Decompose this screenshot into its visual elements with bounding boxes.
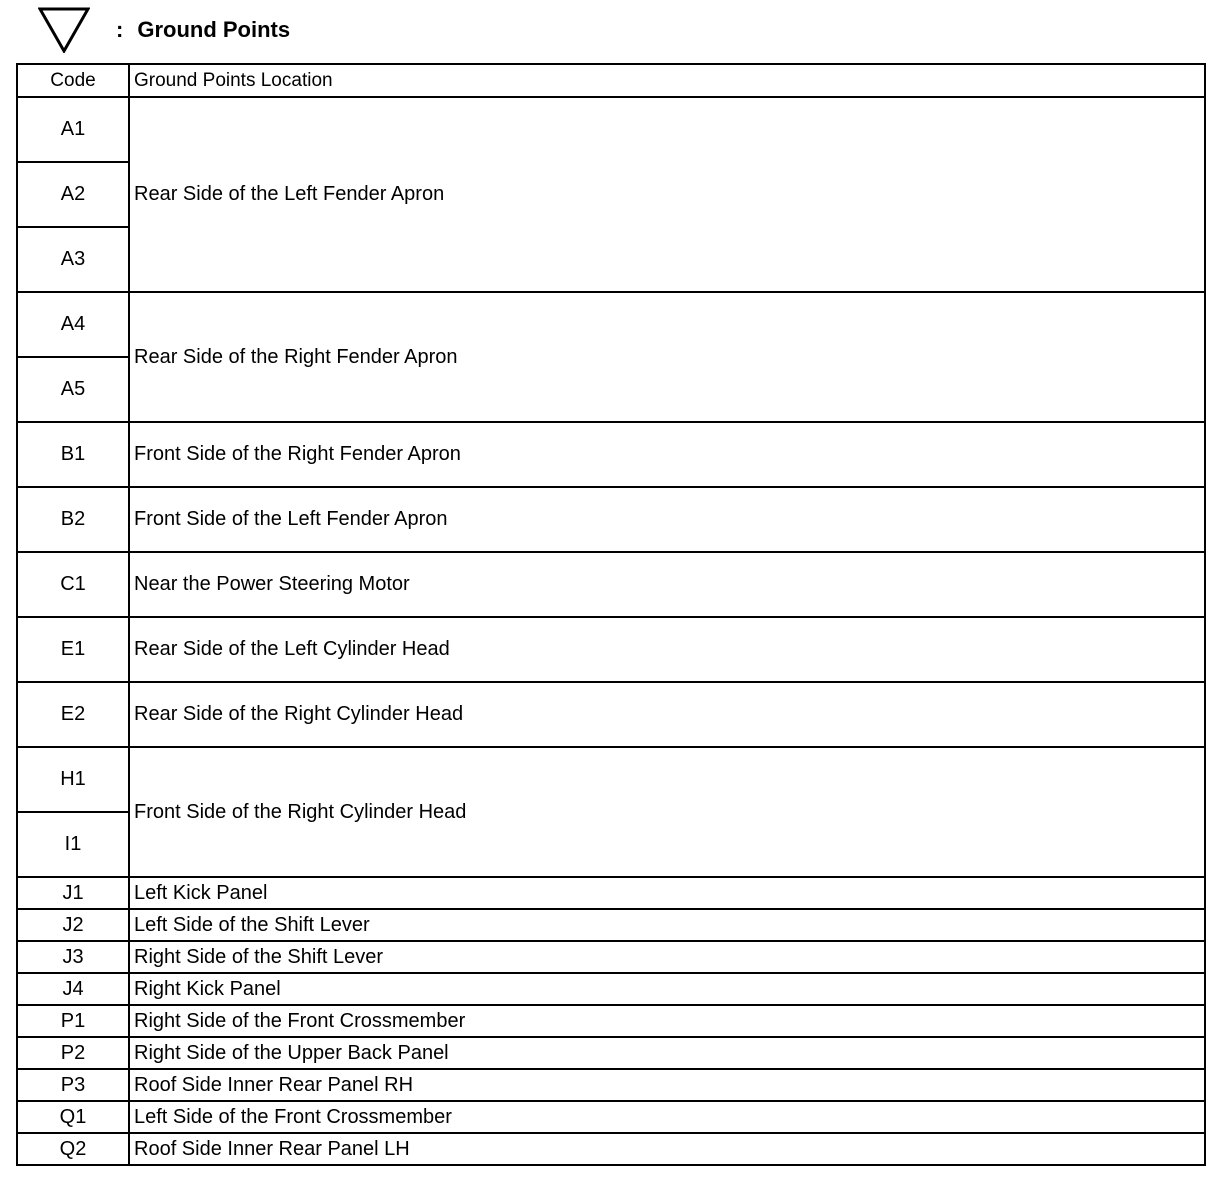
table-row [17, 97, 1205, 162]
location-cell: Front Side of the Right Cylinder Head [129, 747, 1205, 877]
location-cell: Roof Side Inner Rear Panel LH [129, 1133, 1205, 1165]
location-cell: Rear Side of the Right Fender Apron [129, 292, 1205, 422]
code-cell: H1 [17, 747, 129, 812]
code-cell: J1 [17, 877, 129, 909]
table-row [17, 292, 1205, 357]
code-cell: C1 [17, 552, 129, 617]
ground-triangle-icon [38, 7, 90, 53]
code-cell: E2 [17, 682, 129, 747]
table-row [17, 1037, 1205, 1069]
code-cell: A1 [17, 97, 129, 162]
code-cell: B2 [17, 487, 129, 552]
table-row [17, 487, 1205, 552]
table-row [17, 422, 1205, 487]
table-row [17, 552, 1205, 617]
location-cell: Front Side of the Right Fender Apron [129, 422, 1205, 487]
code-cell: P3 [17, 1069, 129, 1101]
table-row [17, 1069, 1205, 1101]
table-row [17, 617, 1205, 682]
table-row [17, 877, 1205, 909]
code-cell: J3 [17, 941, 129, 973]
location-cell: Left Kick Panel [129, 877, 1205, 909]
location-cell: Front Side of the Left Fender Apron [129, 487, 1205, 552]
location-cell: Near the Power Steering Motor [129, 552, 1205, 617]
table-row [17, 941, 1205, 973]
code-cell: A5 [17, 357, 129, 422]
code-cell: P2 [17, 1037, 129, 1069]
location-cell: Right Kick Panel [129, 973, 1205, 1005]
location-cell: Right Side of the Shift Lever [129, 941, 1205, 973]
location-cell: Rear Side of the Left Fender Apron [129, 97, 1205, 292]
code-cell: I1 [17, 812, 129, 877]
code-cell: Q1 [17, 1101, 129, 1133]
location-cell: Right Side of the Front Crossmember [129, 1005, 1205, 1037]
table-row [17, 1101, 1205, 1133]
table-body [17, 97, 1205, 1165]
table-row [17, 747, 1205, 812]
code-cell: J2 [17, 909, 129, 941]
legend-title: Ground Points [137, 17, 291, 42]
code-cell: P1 [17, 1005, 129, 1037]
code-cell: A3 [17, 227, 129, 292]
location-cell: Left Side of the Shift Lever [129, 909, 1205, 941]
table-row [17, 682, 1205, 747]
legend-separator: : [116, 17, 124, 42]
table-row [17, 909, 1205, 941]
header-code: Code [17, 64, 129, 97]
code-cell: Q2 [17, 1133, 129, 1165]
ground-points-table [16, 63, 1206, 1166]
header-location: Ground Points Location [129, 64, 1205, 97]
code-cell: A2 [17, 162, 129, 227]
ground-points-legend [38, 6, 290, 54]
table-row [17, 1133, 1205, 1165]
table-header-row [17, 64, 1205, 97]
table-row [17, 1005, 1205, 1037]
code-cell: E1 [17, 617, 129, 682]
code-cell: B1 [17, 422, 129, 487]
code-cell: J4 [17, 973, 129, 1005]
code-cell: A4 [17, 292, 129, 357]
location-cell: Right Side of the Upper Back Panel [129, 1037, 1205, 1069]
location-cell: Left Side of the Front Crossmember [129, 1101, 1205, 1133]
table-row [17, 973, 1205, 1005]
location-cell: Rear Side of the Left Cylinder Head [129, 617, 1205, 682]
location-cell: Roof Side Inner Rear Panel RH [129, 1069, 1205, 1101]
location-cell: Rear Side of the Right Cylinder Head [129, 682, 1205, 747]
